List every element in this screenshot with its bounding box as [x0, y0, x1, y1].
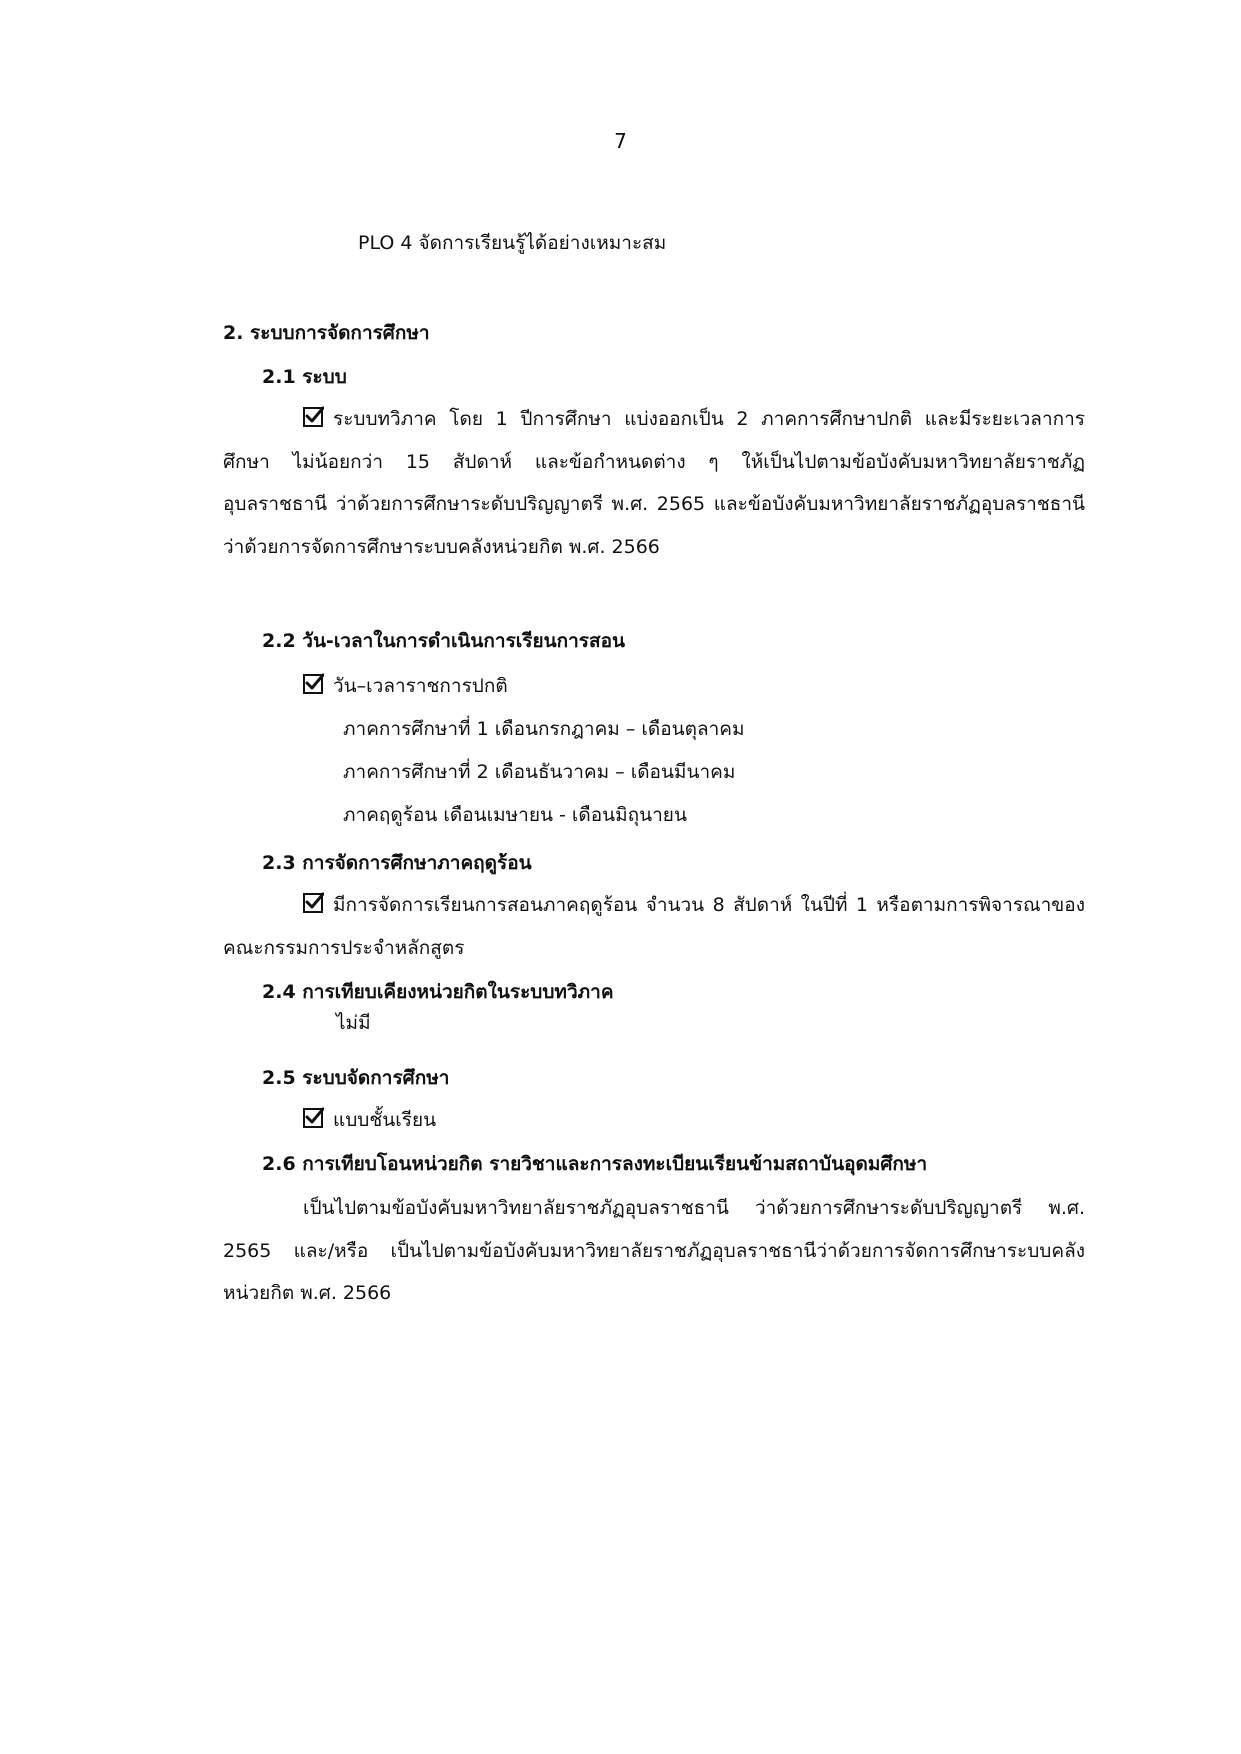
- section-2-4-heading: 2.4 การเทียบเคียงหน่วยกิตในระบบทวิภาค: [262, 981, 614, 1003]
- section-2-5-heading: 2.5 ระบบจัดการศึกษา: [262, 1067, 450, 1089]
- checked-checkbox-icon: [303, 893, 323, 913]
- section-2-2-heading: 2.2 วัน-เวลาในการดำเนินการเรียนการสอน: [262, 630, 625, 652]
- summer-semester-line: ภาคฤดูร้อน เดือนเมษายน - เดือนมิถุนายน: [343, 804, 687, 826]
- section-2-1-text: ระบบทวิภาค โดย 1 ปีการศึกษา แบ่งออกเป็น 2 ภาคการศึกษาปกติ และมีระยะเวลาการศึกษา ไม่น้อยกว่า 15 สัปดาห์ และข้อกำหนดต่าง ๆ ให้เป็นไปตามข้อบังคับมหาวิทยาลัยราชภัฏอุบลราชธานี ว่าด้วยการศึกษาระดับปริญญาตรี พ.ศ. 2565 และข้อบังคับมหาวิทยาลัยราชภัฏอุบลราชธานีว่าด้วยการจัดการศึกษาระบบคลังหน่วยกิต พ.ศ. 2566: [223, 408, 1085, 558]
- plo-4-text: PLO 4 จัดการเรียนรู้ได้อย่างเหมาะสม: [358, 232, 667, 254]
- section-2-3-heading: 2.3 การจัดการศึกษาภาคฤดูร้อน: [262, 852, 532, 874]
- section-2-6-paragraph: เป็นไปตามข้อบังคับมหาวิทยาลัยราชภัฏอุบลราชธานี ว่าด้วยการศึกษาระดับปริญญาตรี พ.ศ. 2565 และ/หรือ เป็นไปตามข้อบังคับมหาวิทยาลัยราชภัฏอุบลราชธานีว่าด้วยการจัดการศึกษาระบบคลังหน่วยกิต พ.ศ. 2566: [223, 1197, 1085, 1304]
- section-2-heading: 2. ระบบการจัดการศึกษา: [223, 322, 430, 344]
- checked-checkbox-icon: [303, 1108, 323, 1128]
- section-2-6-heading: 2.6 การเทียบโอนหน่วยกิต รายวิชาและการลงทะเบียนเรียนข้ามสถาบันอุดมศึกษา: [262, 1153, 928, 1175]
- checked-checkbox-icon: [303, 407, 323, 427]
- section-2-2-checkbox-row: [303, 671, 508, 701]
- section-2-4-value: ไม่มี: [336, 1012, 371, 1034]
- section-2-1-heading: 2.1 ระบบ: [262, 366, 347, 388]
- section-2-5-checkbox-row: [303, 1105, 436, 1135]
- section-2-1-paragraph: [223, 398, 1085, 568]
- checked-checkbox-icon: [303, 674, 323, 694]
- semester-1-line: ภาคการศึกษาที่ 1 เดือนกรกฎาคม – เดือนตุลาคม: [343, 718, 745, 740]
- section-2-3-paragraph: [223, 884, 1085, 969]
- semester-2-line: ภาคการศึกษาที่ 2 เดือนธันวาคม – เดือนมีนาคม: [343, 761, 736, 783]
- page-number: 7: [614, 129, 627, 153]
- section-2-3-text: มีการจัดการเรียนการสอนภาคฤดูร้อน จำนวน 8 สัปดาห์ ในปีที่ 1 หรือตามการพิจารณาของคณะกรรมการประจำหลักสูตร: [223, 894, 1085, 959]
- section-2-2-checkbox-label: วัน–เวลาราชการปกติ: [333, 675, 508, 697]
- section-2-5-checkbox-label: แบบชั้นเรียน: [333, 1109, 437, 1131]
